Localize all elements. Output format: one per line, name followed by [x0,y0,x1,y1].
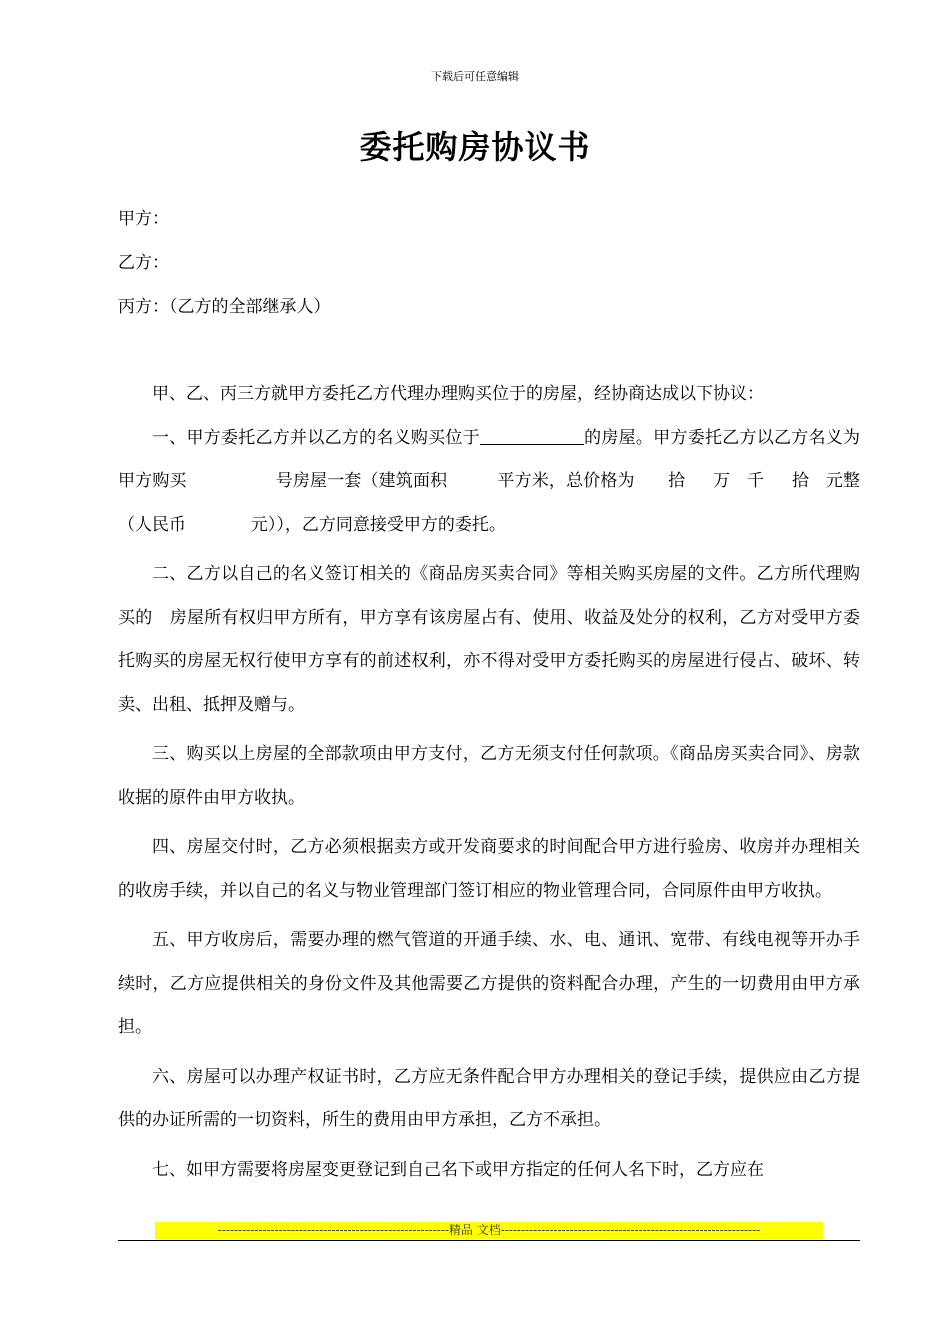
clause-2: 二、乙方以自己的名义签订相关的《商品房买卖合同》等相关购买房屋的文件。乙方所代理购买的 房屋所有权归甲方所有，甲方享有该房屋占有、使用、收益及处分的权利，乙方对受甲方委托购买的房屋无权行使甲方享有的前述权利，亦不得对受甲方委托购买的房屋进行侵占、破坏、转卖、出租、抵押及赠与。 [118,564,860,715]
document-title: 委托购房协议书 [359,128,591,166]
clause-1-text: 元）），乙方同意接受甲方的委托。 [250,514,506,535]
clause-4: 四、房屋交付时，乙方必须根据卖方或开发商要求的时间配合甲方进行验房、收房并办理相关的收房手续，并以自己的名义与物业管理部门签订相应的物业管理合同，合同原件由甲方收执。 [118,837,860,901]
party-list [118,205,858,337]
clause-1-text: 拾 [668,471,686,491]
party-b: 乙方： [118,253,169,273]
agreement-body [118,373,860,1198]
clause-6: 六、房屋可以办理产权证书时，乙方应无条件配合甲方办理相关的登记手续，提供应由乙方提供的办证所需的一切资料，所生的费用由甲方承担，乙方不承担。 [118,1066,860,1130]
clause-1-text: 平方米，总价格为 [497,471,635,491]
clause-5: 五、甲方收房后，需要办理的燃气管道的开通手续、水、电、通讯、宽带、有线电视等开办手续时，乙方应提供相关的身份文件及其他需要乙方提供的资料配合办理，产生的一切费用由甲方承担。 [118,930,860,1037]
intro-paragraph: 甲、乙、丙三方就甲方委托乙方代理办理购买位于的房屋，经协商达成以下协议： [152,384,764,404]
clause-3: 三、购买以上房屋的全部款项由甲方支付，乙方无须支付任何款项。《商品房买卖合同》、房款收据的原件由甲方收执。 [118,744,860,808]
party-c: 丙方：（乙方的全部继承人） [118,297,331,317]
party-a: 甲方： [118,209,169,229]
clause-1-text: 拾 [792,471,810,491]
clause-1 [118,417,860,548]
location-blank[interactable] [480,426,584,445]
clause-1-text: 一、甲方委托乙方并以乙方的名义购买位于 [152,427,480,448]
clause-1-text: 万 [713,471,731,491]
clause-1-text: 号房屋一套（建筑面积 [275,471,448,491]
clause-7: 七、如甲方需要将房屋变更登记到自己名下或甲方指定的任何人名下时，乙方应在 [152,1159,764,1180]
header-note: 下载后可任意编辑 [431,70,519,83]
clause-1-text: 千 [747,471,765,491]
footer-divider [118,1240,860,1241]
clause-1-text: 的房屋。甲方委托乙方以乙方名义为甲方购买 [118,427,861,491]
footer-banner: ---------------------------------------------------------精品 文档---------------------------------------------------------------- [155,1222,823,1239]
clause-1-text: 元整（人民币 [118,471,861,535]
